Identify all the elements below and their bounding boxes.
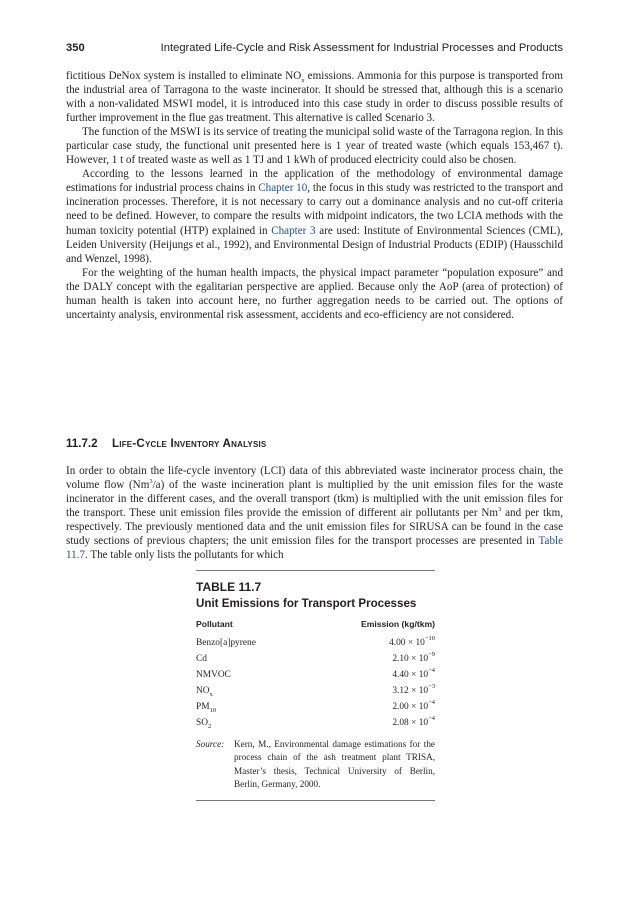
p5-text-a: In order to obtain the life-cycle inventory (LCI) data of this abbreviated waste incinerator process chain, the volume flow (Nm (66, 465, 563, 492)
table-row (196, 715, 435, 734)
emission-exponent: −3 (428, 683, 435, 690)
paragraph-5 (66, 464, 563, 562)
emission-cell (392, 683, 435, 696)
table-11-7-link[interactable]: Table 11.7 (66, 535, 563, 562)
emission-exponent: −4 (428, 699, 435, 706)
p1-text-a: fictitious DeNox system is installed to eliminate NO (66, 70, 302, 82)
table-bottom-rule (196, 800, 435, 801)
emission-cell (392, 651, 435, 664)
pollutant-cell (196, 686, 213, 696)
p5-text-c: and per tkm, respectively. The previously mentioned data and the unit emission files for SIRUSA can be found in the case study sections of previous chapters; the unit emission files for the transport processes are presented in (66, 507, 564, 548)
table-title: Unit Emissions for Transport Processes (196, 597, 417, 610)
pollutant-cell (196, 702, 216, 712)
pollutant-name: Benzo[a]pyrene (196, 638, 256, 648)
pollutant-name: PM (196, 702, 210, 712)
p5-superscript-2: 3 (498, 506, 502, 514)
source-label: Source: (196, 739, 225, 749)
table-row (196, 651, 435, 670)
times-ten: × 10 (408, 654, 429, 664)
emission-exponent: −4 (428, 715, 435, 722)
times-ten: × 10 (405, 638, 425, 648)
body-text-upper (66, 69, 563, 322)
running-title: Integrated Life-Cycle and Risk Assessment for Industrial Processes and Products (160, 42, 563, 54)
page-number: 350 (66, 42, 85, 54)
p1-text-b: emissions. Ammonia for this purpose is transported from the industrial area of Tarragona to the waste incinerator. It should be stressed that, although this is a scenario with a non-validated MSWI model, it is introduced into this case study in order to discuss possible results of further improvement in the flue gas treatment. This alternative is called Scenario 3. (66, 70, 563, 125)
chapter-3-link[interactable]: Chapter 3 (271, 224, 316, 237)
times-ten: × 10 (408, 686, 429, 696)
emission-mantissa: 3.12 (392, 686, 409, 696)
p5-text-d: . The table only lists the pollutants for which (85, 549, 284, 562)
column-header-pollutant: Pollutant (196, 619, 233, 629)
source-text: Kern, M., Environmental damage estimations for the process chain of the ash treatment plant TRISA, Master’s thesis, Technical University of Berlin, Berlin, Germany, 2000. (234, 739, 435, 789)
table-top-rule (196, 570, 435, 571)
paragraph-1 (66, 69, 563, 125)
pollutant-cell (196, 670, 231, 680)
p3-text-b: , the focus in this study was restricted to the transport and incineration processes. Therefore, it is not necessary to carry out a dominance analysis and no cut-off criteria need to be defined. However, to compare the results with midpoint indicators, the two LCIA methods with the human toxicity potential (HTP) explained in (66, 182, 563, 237)
emission-mantissa: 4.00 (389, 638, 406, 648)
pollutant-cell (196, 638, 256, 648)
chapter-10-link[interactable]: Chapter 10 (258, 182, 308, 195)
body-text-lower (66, 464, 563, 562)
pollutant-name: NMVOC (196, 670, 231, 680)
p1-subscript: x (301, 77, 305, 84)
emission-exponent: −9 (428, 651, 435, 658)
paragraph-4: For the weighting of the human health impacts, the physical impact parameter “population exposure” and the DALY concept with the egalitarian perspective are applied. Because only the AoP (area of protection) of human health is taken into account here, no further aggregation needs to be carried out. The options of uncertainty analysis, environmental risk assessment, accidents and eco-efficiency are not considered. (66, 266, 563, 321)
pollutant-subscript: x (209, 691, 213, 698)
p5-text-b: /a) of the waste incineration plant is multiplied by the unit emission files for the waste incinerator in the different cases, and the overall transport (tkm) is multiplied with the unit emission files for the transport. These unit emission files provide the emission of different air pollutants per Nm (66, 479, 563, 520)
p3-text-c: are used: Institute of Environmental Sciences (CML), Leiden University (Heijungs et al., 1992), and Environmental Design of Industrial Products (EDIP) (Hausschild and Wenzel, 1998). (66, 224, 563, 265)
section-title: Life-Cycle Inventory Analysis (112, 437, 267, 450)
pollutant-subscript: 10 (209, 707, 217, 714)
times-ten: × 10 (408, 702, 429, 712)
table-body (196, 635, 435, 734)
paragraph-3 (66, 167, 563, 265)
table-row (196, 699, 435, 718)
times-ten: × 10 (408, 718, 429, 728)
pollutant-name: NO (196, 686, 210, 696)
paragraph-2: The function of the MSWI is its service of treating the municipal solid waste of the Tarragona region. In this particular case study, the functional unit presented here is 1 year of treated waste (which equals 153,467 t). However, 1 t of treated waste as well as 1 TJ and 1 kWh of produced electricity could also be chosen. (66, 126, 563, 167)
pollutant-name: Cd (196, 654, 207, 664)
section-number: 11.7.2 (66, 437, 98, 450)
table-row (196, 683, 435, 702)
emission-mantissa: 4.40 (392, 670, 409, 680)
emission-cell (392, 715, 435, 728)
table-row (196, 667, 435, 686)
column-header-emission: Emission (kg/tkm) (360, 619, 435, 629)
emission-mantissa: 2.00 (392, 702, 409, 712)
p3-text-a: According to the lessons learned in the application of the methodology of environmental damage estimations for industrial process chains in (66, 168, 563, 195)
emission-cell (392, 667, 435, 680)
pollutant-cell (196, 718, 211, 728)
pollutant-cell (196, 654, 207, 664)
emission-mantissa: 2.10 (392, 654, 409, 664)
emission-cell (389, 635, 435, 648)
emission-mantissa: 2.08 (392, 718, 409, 728)
times-ten: × 10 (408, 670, 429, 680)
table-label: TABLE 11.7 (196, 580, 262, 594)
pollutant-subscript: 2 (207, 723, 212, 730)
running-header (66, 42, 563, 58)
emission-cell (392, 699, 435, 712)
emission-exponent: −4 (428, 667, 435, 674)
table-row (196, 635, 435, 654)
pollutant-name: SO (196, 718, 208, 728)
emission-exponent: −10 (424, 635, 435, 642)
p5-superscript-1: 3 (149, 478, 153, 486)
section-heading (66, 437, 563, 450)
